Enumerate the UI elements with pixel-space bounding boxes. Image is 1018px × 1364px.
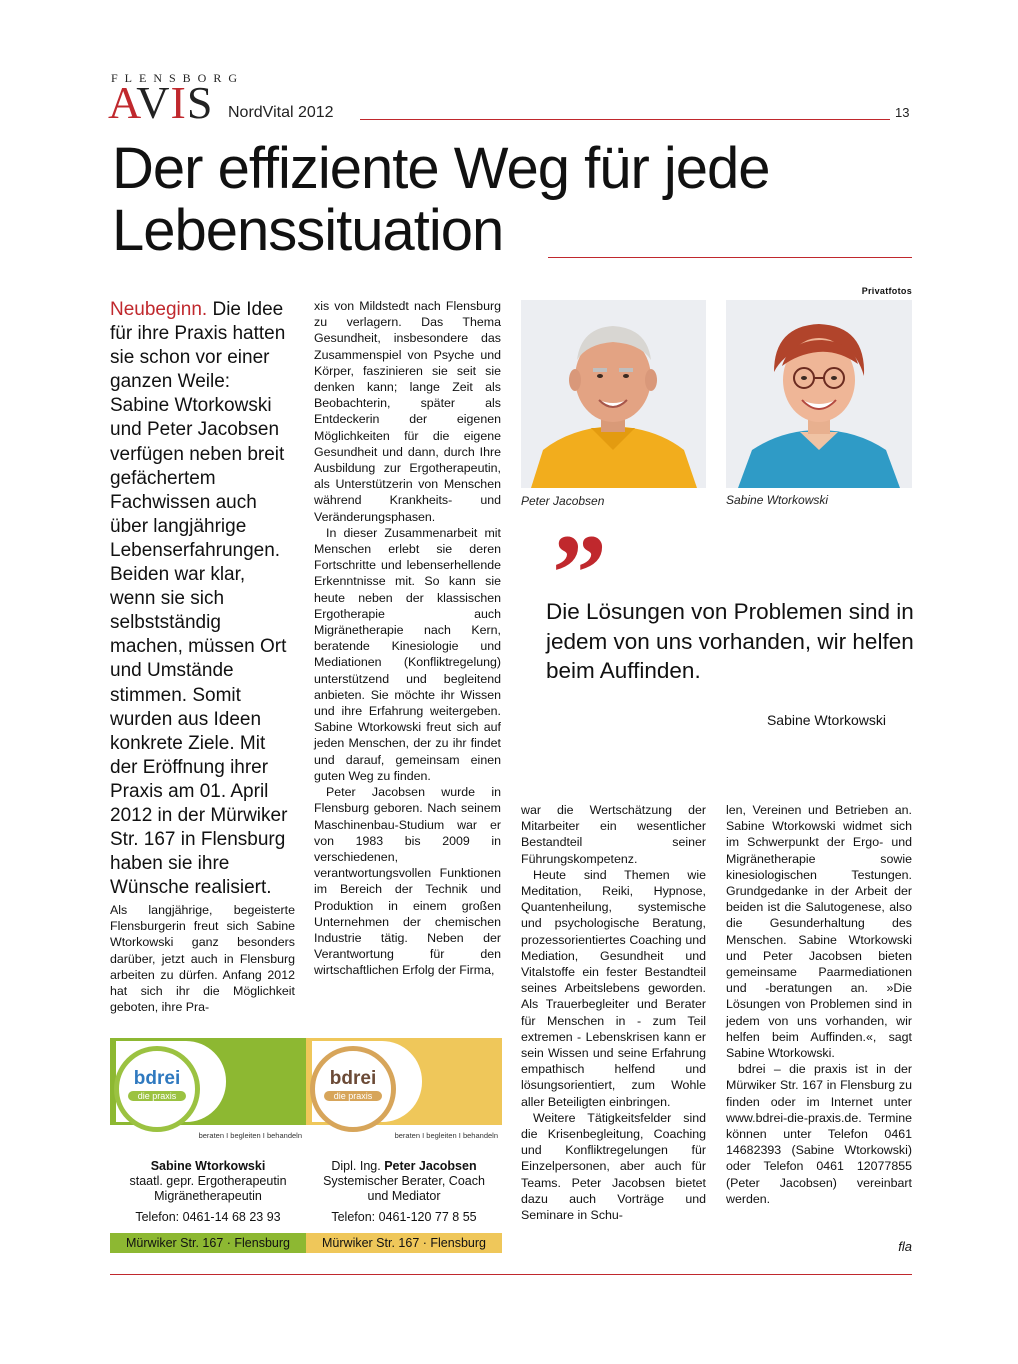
ad-contact-name bbox=[306, 1159, 502, 1174]
ad-role-line-2: Migränetherapeutin bbox=[154, 1189, 262, 1203]
body-column-2 bbox=[314, 298, 501, 979]
photo-peter-jacobsen bbox=[521, 300, 706, 488]
logo-flensborg: FLENSBORG bbox=[111, 71, 245, 85]
ad-brand-sub: die praxis bbox=[128, 1091, 186, 1101]
portrait-man-image bbox=[521, 300, 706, 488]
portrait-woman-image bbox=[726, 300, 912, 488]
ad-brand-name: bdrei bbox=[133, 1068, 181, 1089]
photo-caption-peter: Peter Jacobsen bbox=[521, 494, 605, 508]
ad-phone: Telefon: 0461-120 77 8 55 bbox=[331, 1210, 477, 1224]
lead-paragraph bbox=[110, 298, 294, 900]
logo-letter-v: V bbox=[136, 77, 171, 128]
ad-tagline: beraten I begleiten I behandeln bbox=[394, 1131, 498, 1140]
ad-address: Mürwiker Str. 167 · Flensburg bbox=[306, 1233, 502, 1253]
ad-contact-role bbox=[306, 1174, 502, 1204]
author-tag: fla bbox=[898, 1239, 912, 1254]
ad-name-bold: Peter Jacobsen bbox=[384, 1159, 477, 1173]
ad-band-yellow bbox=[306, 1038, 502, 1125]
logo-letter-s: S bbox=[186, 77, 214, 128]
ad-name-prefix: Dipl. Ing. bbox=[331, 1159, 385, 1173]
logo-letter-a: A bbox=[108, 77, 137, 128]
col2-paragraph-2: In dieser Zusammenarbeit mit Menschen erlebt sie deren Fortschritte und lebenserhellende Erkenntnisse mit. So kann sie heute neben der klassischen Ergotherapie auch Migränetherapie nach Kern, beratende Kinesiologie und Mediationen (Konfliktregelung) unterstützend und begleitend anbieten. Sie möchte ihr Wissen und ihre Erfahrung weitergeben. Sabine Wtorkowski freut sich auf jeden Menschen, der zu ihr findet und darauf, gemeinsam einen guten Weg zu finden. bbox=[314, 525, 501, 783]
bottom-rule bbox=[110, 1274, 912, 1275]
ad-tagline: beraten I begleiten I behandeln bbox=[198, 1131, 302, 1140]
photo-caption-sabine: Sabine Wtorkowski bbox=[726, 493, 829, 507]
col3-paragraph-1: war die Wertschätzung der Mitarbeiter ein wesentlicher Bestandteil seiner Führungskompetenz. bbox=[521, 803, 706, 866]
headline-rule bbox=[548, 257, 912, 258]
pull-quote: Die Lösungen von Problemen sind in jedem von uns vorhanden, wir helfen beim Auffinden. bbox=[546, 599, 914, 683]
ad-phone: Telefon: 0461-14 68 23 93 bbox=[135, 1210, 281, 1224]
body-column-1: Als langjährige, begeisterte Flensburgerin freut sich Sabine Wtorkowski ganz besonders darüber, jetzt auch in Flensburg arbeiten zu dürfen. Anfang 2012 hat sich ihr die Möglichkeit geboten, ihre Pra- bbox=[110, 903, 295, 1015]
ad-role-line-1: Systemischer Berater, Coach bbox=[323, 1174, 485, 1188]
col2-paragraph-1: xis von Mildstedt nach Flensburg zu verlagern. Das Thema Gesundheit, insbesondere das Zusammenspiel von Psyche und Körper, faszinieren sie seit sie denken kann; lange Zeit als Beobachterin, später als Entdeckerin der eigenen Möglichkeiten für die eigene Gesundheit und dann, durch Ihre Ausbildung zur Ergotherapeutin, als Unterstützerin von Menschen während Krankheits- und Veränderungsphasen. bbox=[314, 299, 501, 524]
lead-kicker: Neubeginn. bbox=[110, 299, 208, 320]
col2-paragraph-3: Peter Jacobsen wurde in Flensburg geboren. Nach seinem Maschinenbau-Studium war er von 1983 bis 2009 in verschiedenen, verantwortungsvollen Funktionen im Bereich der Technik und Produktion in einem großen Unternehmen der chemischen Industrie tätig. Neben der Verantwortung für den wirtschaftlichen Erfolg der Firma, bbox=[314, 785, 501, 978]
ad-name-bold: Sabine Wtorkowski bbox=[150, 1159, 266, 1173]
ad-brand-sub: die praxis bbox=[324, 1091, 382, 1101]
pull-quote-author: Sabine Wtorkowski bbox=[766, 712, 886, 728]
logo-letter-i: I bbox=[170, 77, 187, 128]
page-number: 13 bbox=[895, 105, 910, 120]
logo-avis bbox=[108, 77, 214, 128]
col3-paragraph-3: Weitere Tätigkeitsfelder sind die Krisenbegleitung, Coaching und Konfliktregelungen für Einzelpersonen, aber auch für Teams. Peter Jacobsen bietet dazu auch Vorträge und Seminare in Schu- bbox=[521, 1110, 706, 1223]
ad-card-sabine bbox=[110, 1038, 306, 1260]
advertisement-bdrei bbox=[110, 1038, 502, 1260]
ad-band-green bbox=[110, 1038, 306, 1125]
col4-paragraph-2: bdrei – die praxis ist in der Mürwiker Str. 167 in Flensburg zu finden oder im Internet unter www.bdrei-die-praxis.de. Termine können unter Telefon 0461 14682393 (Sabine Wtorkowski) oder Telefon 0461 12077855 (Peter Jacobsen) vereinbart werden. bbox=[726, 1062, 912, 1206]
lead-text: Die Idee für ihre Praxis hatten sie schon vor einer ganzen Weile: Sabine Wtorkowski und Peter Jacobsen verfügen neben breit gefächertem Fachwissen auch über langjährige Lebenserfahrungen. Beiden war klar, wenn sie sich selbstständig machen, müssen Ort und Umstände stimmen. Somit wurden aus Ideen konkrete Ziele. Mit der Eröffnung ihrer Praxis am 01. April 2012 in der Mürwiker Str. 167 in Flensburg haben sie ihre Wünsche realisiert. bbox=[110, 299, 288, 899]
ad-contact-name bbox=[110, 1159, 306, 1174]
ad-role-line-2: und Mediator bbox=[367, 1189, 441, 1203]
col3-paragraph-2: Heute sind Themen wie Meditation, Reiki, Hypnose, Quantenheilung, systemische und psychologische Beratung, prozessorientiertes Coaching und Mediation, Gesundheit und Vitalstoffe ein fester Bestandteil seines Arbeitslebens geworden. Als Trauerbegleiter und Berater für Menschen in - zum Teil extremen - Lebenskrisen kann er sein Wissen und seine Erfahrung empathisch helfend und lösungsorientiert, zum Wohle aller Beteiligten einbringen. bbox=[521, 867, 706, 1109]
col4-paragraph-1: len, Vereinen und Betrieben an. Sabine Wtorkowski widmet sich im Schwerpunkt der Ergo- und Migränetherapie sowie kinesiologischen Testungen. Grundgedanke in der Arbeit der beiden ist die Salutogenese, also die Gesunderhaltung des Menschen. Sabine Wtorkowski und Peter Jacobsen bieten gemeinsame Paarmediationen und -beratungen an. »Die Lösungen von Problemen sind in jedem von uns vorhanden, wir helfen beim Auffinden.«, sagt Sabine Wtorkowski. bbox=[726, 803, 912, 1061]
masthead-rule bbox=[360, 119, 890, 120]
section-label: NordVital 2012 bbox=[228, 104, 334, 121]
quote-mark-icon: ” bbox=[552, 512, 607, 634]
photo-sabine-wtorkowski bbox=[726, 300, 912, 488]
ad-contact-role bbox=[110, 1174, 306, 1204]
body-column-4 bbox=[726, 802, 912, 1207]
ad-role-line-1: staatl. gepr. Ergotherapeutin bbox=[129, 1174, 287, 1188]
body-column-3 bbox=[521, 802, 706, 1223]
headline: Der effiziente Weg für jede Lebenssituation bbox=[112, 136, 770, 263]
ad-brand-name: bdrei bbox=[329, 1068, 377, 1089]
photo-credit: Privatfotos bbox=[861, 286, 912, 296]
ad-card-peter bbox=[306, 1038, 502, 1260]
ad-address: Mürwiker Str. 167 · Flensburg bbox=[110, 1233, 306, 1253]
